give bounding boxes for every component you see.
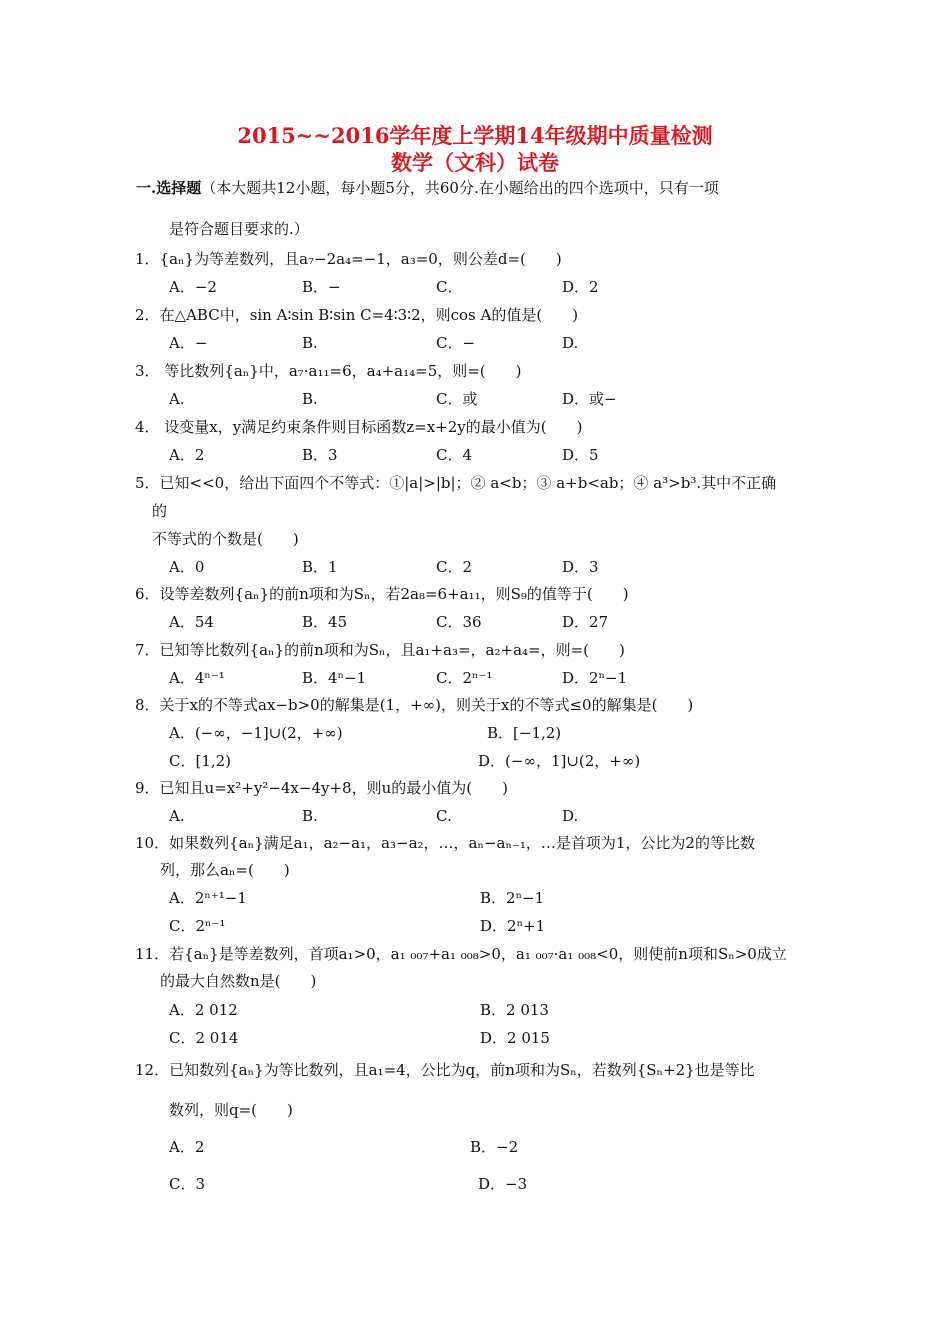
question-2-option-c[interactable]: C．−: [436, 334, 476, 352]
question-6-option-d[interactable]: D．27: [562, 613, 609, 631]
question-11-option-d[interactable]: D．2 015: [480, 1029, 550, 1047]
question-9-option-c[interactable]: C.: [436, 807, 452, 825]
question-5-stem-line: 的: [152, 502, 168, 520]
question-6-option-b[interactable]: B．45: [302, 613, 348, 631]
question-7-option-d[interactable]: D．2ⁿ−1: [562, 669, 628, 687]
question-8-option-d[interactable]: D．(−∞，1]∪(2，+∞): [478, 752, 641, 770]
question-4-option-c[interactable]: C．4: [436, 446, 473, 464]
question-11-stem-line: 的最大自然数n是( ): [160, 972, 317, 990]
question-10-option-b[interactable]: B．2ⁿ−1: [480, 889, 545, 907]
question-10-option-a[interactable]: A．2ⁿ⁺¹−1: [169, 889, 247, 907]
question-4-option-d[interactable]: D．5: [562, 446, 599, 464]
question-10-stem-line: 列，那么aₙ=( ): [160, 861, 290, 879]
question-5-option-c[interactable]: C．2: [436, 558, 473, 576]
question-7-stem-line: 7．已知等比数列{aₙ}的前n项和为Sₙ，且a₁+a₃=，a₂+a₄=，则=( ): [135, 641, 625, 659]
question-12-stem-line: 12．已知数列{aₙ}为等比数列，且a₁=4，公比为q，前n项和为Sₙ，若数列{Sₙ+2}也是等比: [135, 1061, 755, 1079]
question-6-stem-line: 6．设等差数列{aₙ}的前n项和为Sₙ，若2a₈=6+a₁₁，则S₉的值等于( ): [135, 585, 629, 603]
question-8-option-b[interactable]: B．[−1,2): [487, 724, 562, 742]
question-1-option-a[interactable]: A．−2: [169, 278, 217, 296]
question-2-option-d[interactable]: D.: [562, 334, 579, 352]
question-12-option-b[interactable]: B．−2: [470, 1138, 519, 1156]
question-10-stem-line: 10．如果数列{aₙ}满足a₁，a₂−a₁，a₃−a₂，…，aₙ−aₙ₋₁，…是首项为1，公比为2的等比数: [135, 834, 755, 852]
section-desc-1: （本大题共12小题，每小题5分，共60分.在小题给出的四个选项中，只有一项: [201, 179, 719, 197]
question-9-option-a[interactable]: A.: [169, 807, 185, 825]
section-head: 一.选择题: [136, 179, 202, 197]
question-10-option-d[interactable]: D．2ⁿ+1: [480, 917, 546, 935]
question-1-option-c[interactable]: C．: [436, 278, 463, 296]
question-10-option-c[interactable]: C．2ⁿ⁻¹: [169, 917, 226, 935]
question-6-option-c[interactable]: C．36: [436, 613, 482, 631]
question-8-option-a[interactable]: A．(−∞，−1]∪(2，+∞): [169, 724, 343, 742]
exam-subtitle: 数学（文科）试卷: [391, 150, 559, 175]
question-11-stem-line: 11．若{aₙ}是等差数列，首项a₁>0，a₁ ₀₀₇+a₁ ₀₀₈>0，a₁ ₀₀₇·a₁ ₀₀₈<0，则使前n项和Sₙ>0成立: [135, 945, 787, 963]
question-1-option-b[interactable]: B．−: [302, 278, 341, 296]
question-3-option-a[interactable]: A.: [169, 390, 185, 408]
question-4-stem-line: 4． 设变量x，y满足约束条件则目标函数z=x+2y的最小值为( ): [135, 418, 583, 436]
question-1-stem-line: 1．{aₙ}为等差数列，且a₇−2a₄=−1，a₃=0，则公差d=( ): [135, 250, 562, 268]
question-2-stem-line: 2．在△ABC中，sin A∶sin B∶sin C=4∶3∶2，则cos A的值是( ): [135, 306, 579, 324]
question-11-option-a[interactable]: A．2 012: [169, 1001, 238, 1019]
section-desc-2: 是符合题目要求的.）: [169, 220, 309, 238]
question-11-option-c[interactable]: C．2 014: [169, 1029, 239, 1047]
question-5-stem-line: 不等式的个数是( ): [152, 530, 299, 548]
question-3-option-b[interactable]: B.: [302, 390, 318, 408]
exam-title: 2015~~2016学年度上学期14年级期中质量检测: [237, 123, 713, 148]
question-6-option-a[interactable]: A．54: [169, 613, 214, 631]
question-12-option-a[interactable]: A．2: [169, 1138, 205, 1156]
question-1-option-d[interactable]: D．2: [562, 278, 599, 296]
question-3-option-d[interactable]: D．或−: [562, 390, 617, 408]
question-4-option-b[interactable]: B．3: [302, 446, 338, 464]
question-2-option-a[interactable]: A．−: [169, 334, 208, 352]
question-8-stem-line: 8．关于x的不等式ax−b>0的解集是(1，+∞)，则关于x的不等式≤0的解集是( ): [135, 696, 694, 714]
question-2-option-b[interactable]: B.: [302, 334, 318, 352]
question-7-option-a[interactable]: A．4ⁿ⁻¹: [169, 669, 225, 687]
question-5-option-b[interactable]: B．1: [302, 558, 338, 576]
question-3-stem-line: 3． 等比数列{aₙ}中，a₇·a₁₁=6，a₄+a₁₄=5，则=( ): [135, 362, 522, 380]
question-12-stem-line: 数列，则q=( ): [169, 1101, 293, 1119]
question-8-option-c[interactable]: C．[1,2): [169, 752, 232, 770]
section-header: [136, 178, 719, 198]
question-5-option-a[interactable]: A．0: [169, 558, 205, 576]
question-9-stem-line: 9．已知且u=x²+y²−4x−4y+8，则u的最小值为( ): [135, 779, 508, 797]
question-9-option-b[interactable]: B.: [302, 807, 318, 825]
question-12-option-c[interactable]: C．3: [169, 1175, 206, 1193]
question-3-option-c[interactable]: C．或: [436, 390, 478, 408]
question-12-option-d[interactable]: D．−3: [478, 1175, 528, 1193]
question-11-option-b[interactable]: B．2 013: [480, 1001, 549, 1019]
question-5-option-d[interactable]: D．3: [562, 558, 599, 576]
question-4-option-a[interactable]: A．2: [169, 446, 205, 464]
question-5-stem-line: 5．已知<<0，给出下面四个不等式：①|a|>|b|；② a<b；③ a+b<ab；④ a³>b³.其中不正确: [135, 474, 777, 492]
question-7-option-b[interactable]: B．4ⁿ−1: [302, 669, 367, 687]
question-7-option-c[interactable]: C．2ⁿ⁻¹: [436, 669, 493, 687]
question-9-option-d[interactable]: D.: [562, 807, 579, 825]
